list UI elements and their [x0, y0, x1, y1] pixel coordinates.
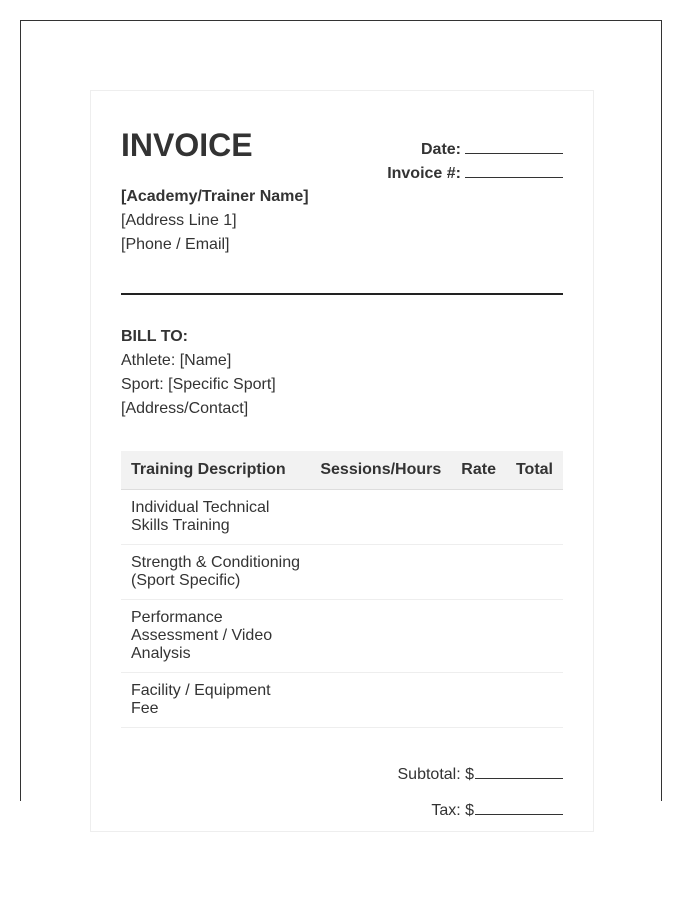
- row-rate[interactable]: [451, 600, 506, 673]
- table-row: [121, 490, 563, 545]
- header-total: Total: [506, 451, 563, 490]
- subtotal-label: Subtotal: $: [397, 766, 474, 783]
- page-frame: [20, 20, 662, 819]
- header-divider: [121, 293, 563, 295]
- row-description: Strength & Conditioning (Sport Specific): [121, 545, 310, 600]
- row-rate[interactable]: [451, 545, 506, 600]
- bill-to-block: [121, 325, 276, 421]
- row-rate[interactable]: [451, 673, 506, 728]
- bill-to-athlete: Athlete: [Name]: [121, 352, 232, 369]
- row-description: Performance Assessment / Video Analysis: [121, 600, 310, 673]
- row-sessions[interactable]: [310, 673, 451, 728]
- bill-to-sport: Sport: [Specific Sport]: [121, 376, 276, 393]
- invoice-number-blank-line[interactable]: [465, 163, 563, 178]
- header-rate: Rate: [451, 451, 506, 490]
- header-sessions-hours: Sessions/Hours: [310, 451, 451, 490]
- table-header-row: [121, 451, 563, 490]
- tax-row: [398, 793, 564, 829]
- date-blank-line[interactable]: [465, 139, 563, 154]
- header-training-description: Training Description: [121, 451, 310, 490]
- sender-name: [Academy/Trainer Name]: [121, 188, 309, 205]
- invoice-number-label: Invoice #:: [387, 165, 461, 182]
- subtotal-blank-line[interactable]: [475, 764, 563, 779]
- row-description: Individual Technical Skills Training: [121, 490, 310, 545]
- date-row: [387, 138, 563, 162]
- row-sessions[interactable]: [310, 600, 451, 673]
- table-row: [121, 673, 563, 728]
- sender-contact: [Phone / Email]: [121, 236, 230, 253]
- invoice-meta: [387, 138, 563, 186]
- invoice-sheet: [90, 90, 594, 832]
- sender-address: [Address Line 1]: [121, 212, 237, 229]
- table-row: [121, 600, 563, 673]
- invoice-number-row: [387, 162, 563, 186]
- date-label: Date:: [420, 141, 461, 158]
- line-items-table: [121, 451, 563, 728]
- row-total[interactable]: [506, 600, 563, 673]
- row-total[interactable]: [506, 490, 563, 545]
- invoice-title: INVOICE: [121, 127, 253, 163]
- table-row: [121, 545, 563, 600]
- row-rate[interactable]: [451, 490, 506, 545]
- bill-to-heading: BILL TO:: [121, 328, 188, 345]
- tax-label: Tax: $: [431, 802, 474, 819]
- row-total[interactable]: [506, 673, 563, 728]
- row-sessions[interactable]: [310, 490, 451, 545]
- subtotal-row: [398, 757, 564, 793]
- row-sessions[interactable]: [310, 545, 451, 600]
- tax-blank-line[interactable]: [475, 800, 563, 815]
- sender-block: [121, 185, 309, 257]
- bill-to-address: [Address/Contact]: [121, 400, 249, 417]
- row-description: Facility / Equipment Fee: [121, 673, 310, 728]
- totals-block: [398, 757, 564, 829]
- row-total[interactable]: [506, 545, 563, 600]
